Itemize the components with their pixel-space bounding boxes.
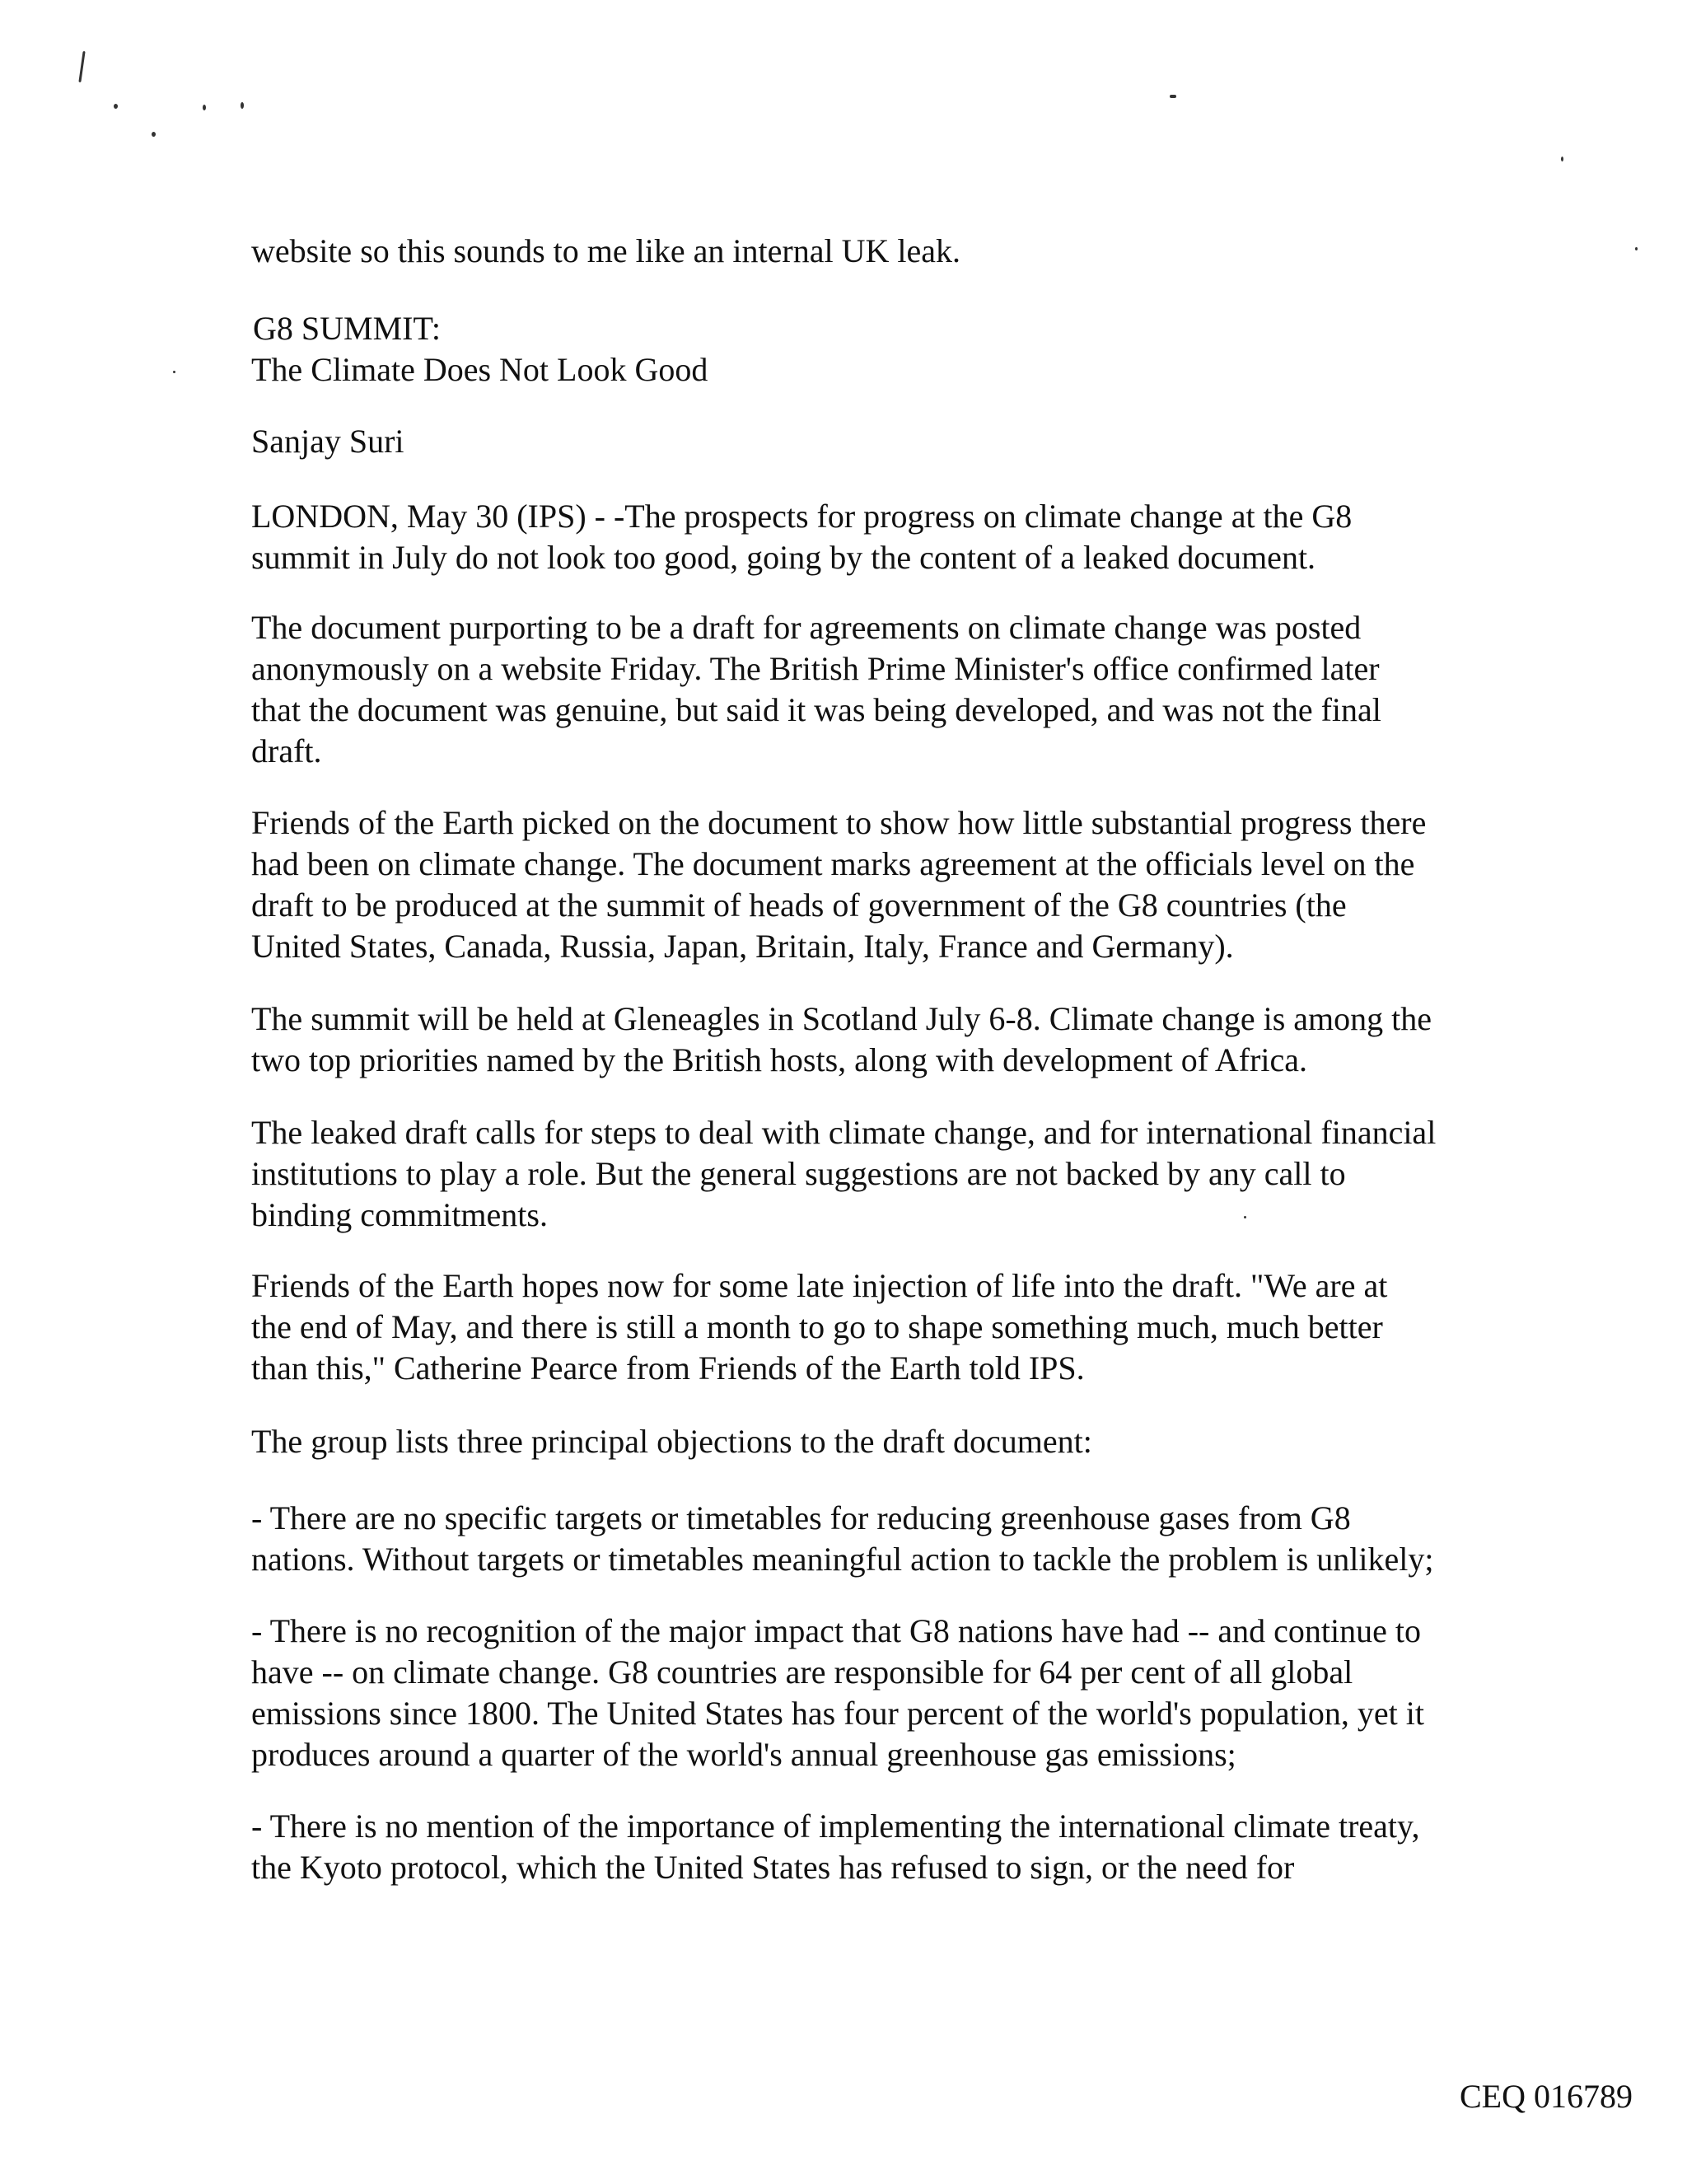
paragraph-leaked-draft: The leaked draft calls for steps to deal with climate change, and for international financial institutions to play a role. But the general suggestions are not backed by any call to binding commitments. xyxy=(251,1114,1437,1233)
paragraph-friends-of-earth: Friends of the Earth picked on the document to show how little substantial progress there had been on climate change. The document marks agreement at the officials level on the draft to be produced at the summit of heads of government of the G8 countries (the United States, Canada, Russia, Japan, Britain, Italy, France and Germany). xyxy=(251,804,1427,965)
objection-item-1: - There are no specific targets or timetables for reducing greenhouse gases from G8 nations. Without targets or timetables meaningful action to tackle the problem is unlikely; xyxy=(251,1499,1434,1578)
paragraph-summit-location: The summit will be held at Gleneagles in Scotland July 6-8. Climate change is among the two top priorities named by the British hosts, along with development of Africa. xyxy=(251,1000,1432,1078)
scan-speck xyxy=(1170,95,1176,98)
bates-number: CEQ 016789 xyxy=(1460,2078,1633,2115)
scan-speck xyxy=(173,371,175,373)
paragraph-dateline: LONDON, May 30 (IPS) - -The prospects for progress on climate change at the G8 summit in July do not look too good, going by the content of a leaked document. xyxy=(251,498,1353,576)
scan-speck xyxy=(114,104,118,109)
paragraph-document-posted: The document purporting to be a draft for agreements on climate change was posted anonymously on a website Friday. The British Prime Minister's office confirmed later that the document was genuine, but said it was being developed, and was not the final draft. xyxy=(251,609,1381,769)
scan-mark xyxy=(78,51,85,82)
scan-speck xyxy=(1561,157,1563,161)
scan-speck xyxy=(241,102,244,109)
paragraph-quote: Friends of the Earth hopes now for some late injection of life into the draft. "We are at the end of May, and there is still a month to go to shape something much, much better than this," Catherine Pearce from Friends of the Earth told IPS. xyxy=(251,1267,1388,1387)
objection-item-3: - There is no mention of the importance of implementing the international climate treaty, the Kyoto protocol, which the United States has refused to sign, or the need for xyxy=(251,1808,1420,1886)
scan-speck xyxy=(203,105,206,110)
headline-line-2: The Climate Does Not Look Good xyxy=(251,351,708,388)
headline xyxy=(251,308,1487,391)
objection-item-2: - There is no recognition of the major impact that G8 nations have had -- and continue to have -- on climate change. G8 countries are responsible for 64 per cent of all global emissions since 1800. The United States has four percent of the world's population, yet it produces around a quarter of the world's annual greenhouse gas emissions; xyxy=(251,1612,1424,1773)
headline-line-1: G8 SUMMIT: xyxy=(253,310,442,347)
paragraph-objections-intro: The group lists three principal objections to the draft document: xyxy=(251,1423,1092,1460)
scan-speck xyxy=(152,132,156,137)
scan-speck xyxy=(1635,247,1638,250)
byline: Sanjay Suri xyxy=(251,423,404,460)
intro-line: website so this sounds to me like an internal UK leak. xyxy=(251,232,960,269)
